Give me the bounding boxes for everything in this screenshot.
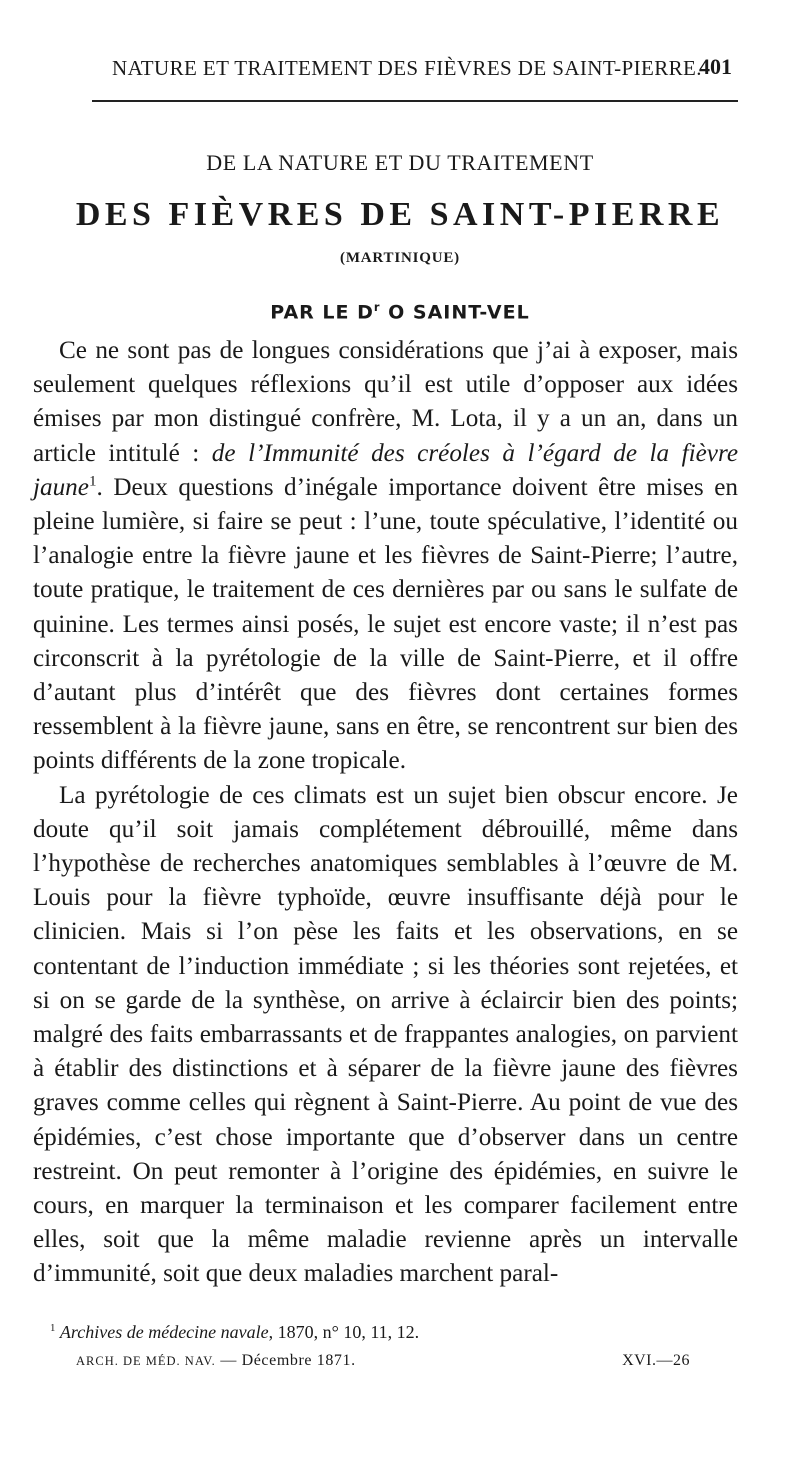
footnote — [50, 1322, 419, 1343]
running-title: NATURE ET TRAITEMENT DES FIÈVRES DE SAINT-PIERRE. — [112, 56, 702, 80]
author-name: O SAINT-VEL — [380, 301, 530, 324]
header-rule — [92, 100, 738, 102]
article-title: DES FIÈVRES DE SAINT-PIERRE — [75, 196, 725, 233]
paragraph-1 — [33, 334, 738, 779]
signature-date: — Décembre 1871. — [215, 1352, 356, 1369]
footnote-reference[interactable]: 1 — [88, 473, 97, 490]
cited-article-title: de l’Immunité des créoles à l’égard de la fièvre jaune — [33, 439, 739, 501]
footnote-marker: 1 — [50, 1322, 56, 1334]
page-number: 401 — [699, 54, 732, 79]
running-header — [112, 52, 732, 82]
author-sup: r — [373, 300, 381, 314]
signature-sheet: XVI.—26 — [622, 1352, 690, 1369]
footnote-details: , 1870, n° 10, 11, 12. — [268, 1322, 420, 1342]
signature-journal-date — [76, 1352, 356, 1370]
paragraph-2: La pyrétologie de ces climats est un sujet bien obscur encore. Je doute qu’il soit jamais complétement débrouillé, même dans l’hypothèse de recherches anatomiques semblables à l’œuvre de M. Louis pour la fièvre typhoïde, œuvre insuffisante déjà pour le clinicien. Mais si l’on pèse les faits et les observations, en se contentant de l’induction immédiate ; si les théories sont rejetées, et si on se garde de la synthèse, on arrive à éclaircir bien des points; malgré des faits embarrassants et de frappantes analogies, on parvient à établir des distinctions et à séparer de la fièvre jaune des fièvres graves comme celles qui règnent à Saint-Pierre. Au point de vue des épidémies, c’est chose importante que d’observer dans un centre restreint. On peut remonter à l’origine des épidémies, en suivre le cours, en marquer la terminaison et les comparer facilement entre elles, soit que la même maladie revienne après un intervalle d’immunité, soit que deux maladies marchent paral- — [33, 781, 738, 1288]
article-body — [33, 334, 738, 1292]
footnote-source: Archives de médecine navale — [59, 1322, 269, 1342]
article-subtitle: (MARTINIQUE) — [340, 250, 460, 266]
author-prefix: PAR LE D — [270, 301, 374, 324]
article-pre-title: DE LA NATURE ET DU TRAITEMENT — [206, 150, 594, 175]
paragraph-1-rest: . Deux questions d’inégale importance doivent être mises en pleine lumière, si faire se peut : l’une, toute spéculative, l’identité ou l’analogie entre la fièvre jaune et les fièvres de Saint-Pierre; l’autre, toute pratique, le traitement de ces dernières par ou sans le sulfate de quinine. Les termes ainsi posés, le sujet est encore vaste; il n’est pas circonscrit à la pyrétologie de la ville de Saint-Pierre, et il offre d’autant plus d’intérêt que des fièvres dont certaines formes ressemblent à la fièvre jaune, sans en être, se rencontrent sur bien des points différents de la zone tropicale. — [33, 473, 738, 775]
article-author — [0, 300, 800, 323]
signature-journal: ARCH. DE MÉD. NAV. — [76, 1354, 216, 1368]
paragraph-1-intro: Ce ne sont pas de longues considérations que j’ai à exposer, mais seulement quelques réflexions qu’il est utile d’opposer aux idées émises par mon distingué confrère, M. Lota, il y a un an, dans un article intitulé : — [33, 337, 738, 467]
